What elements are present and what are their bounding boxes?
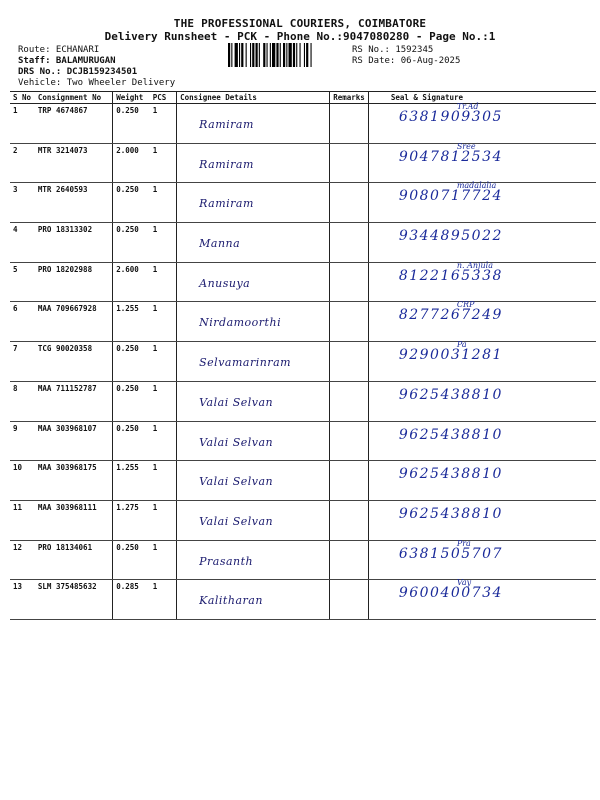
row-weight: 0.285 [113,580,150,620]
col-seal-header: Seal & Signature [368,92,596,104]
row-weight: 0.250 [113,223,150,263]
row-consignment-no: MTR 3214073 [35,143,113,183]
barcode-image [227,43,347,67]
table-row [10,302,596,342]
row-remarks [330,183,369,223]
row-consignment-no: MAA 303968175 [35,461,113,501]
handwritten-consignee-name: Ramiram [199,197,254,211]
row-pcs: 1 [150,223,177,263]
row-weight: 2.000 [113,143,150,183]
handwritten-signature: Sree [456,141,476,151]
handwritten-phone-number: 9625438810 [398,505,503,522]
table-row [10,540,596,580]
row-sno: 11 [10,500,35,540]
handwritten-consignee-name: Manna [199,237,241,251]
row-weight: 0.250 [113,104,150,144]
row-consignee-details [177,183,330,223]
row-weight: 2.600 [113,262,150,302]
row-seal-signature [368,223,596,263]
row-weight: 0.250 [113,540,150,580]
row-seal-signature [368,421,596,461]
table-row [10,262,596,302]
handwritten-phone-number: 9625438810 [398,386,503,403]
row-consignment-no: MTR 2640593 [35,183,113,223]
table-row [10,143,596,183]
col-consignment-header: Consignment No [35,92,113,104]
row-sno: 3 [10,183,35,223]
row-pcs: 1 [150,540,177,580]
handwritten-consignee-name: Valai Selvan [199,395,274,409]
handwritten-consignee-name: Prasanth [199,554,254,568]
row-consignee-details [177,421,330,461]
row-sno: 1 [10,104,35,144]
table-row [10,342,596,382]
handwritten-consignee-name: Ramiram [199,157,254,171]
runsheet-table [10,91,596,620]
row-sno: 4 [10,223,35,263]
row-consignee-details [177,580,330,620]
handwritten-phone-number: 8122165338 [398,267,503,284]
route-label: Route: ECHANARI [18,45,100,55]
handwritten-signature: Vay [456,578,472,588]
row-seal-signature [368,183,596,223]
row-sno: 13 [10,580,35,620]
row-pcs: 1 [150,183,177,223]
col-sno-header: S No [10,92,35,104]
handwritten-consignee-name: Ramiram [199,118,254,131]
staff-label: Staff: BALAMURUGAN [18,56,116,66]
row-sno: 6 [10,302,35,342]
row-seal-signature [368,342,596,382]
row-pcs: 1 [150,580,177,620]
handwritten-phone-number: 9290031281 [398,347,503,364]
handwritten-phone-number: 9625438810 [398,466,503,483]
row-remarks [330,461,369,501]
row-consignment-no: TCG 90020358 [35,342,113,382]
row-weight: 0.250 [113,183,150,223]
handwritten-signature: Tr.Ad [456,102,479,111]
row-consignee-details [177,302,330,342]
vehicle-label: Vehicle: Two Wheeler Delivery [18,78,176,88]
row-seal-signature [368,580,596,620]
row-sno: 2 [10,143,35,183]
drs-number: DRS No.: DCJB159234501 [18,67,138,77]
row-weight: 1.275 [113,500,150,540]
handwritten-phone-number: 8277267249 [398,307,503,324]
row-pcs: 1 [150,342,177,382]
row-consignee-details [177,500,330,540]
row-consignment-no: PRO 18313302 [35,223,113,263]
row-consignment-no: PRO 18134061 [35,540,113,580]
row-remarks [330,104,369,144]
row-remarks [330,342,369,382]
row-seal-signature [368,381,596,421]
row-consignee-details [177,540,330,580]
col-weight-header: Weight [113,92,150,104]
row-pcs: 1 [150,104,177,144]
row-consignee-details [177,104,330,144]
row-pcs: 1 [150,143,177,183]
row-consignment-no: MAA 709667928 [35,302,113,342]
row-remarks [330,381,369,421]
handwritten-consignee-name: Kalitharan [199,594,263,608]
row-sno: 12 [10,540,35,580]
col-consignee-header: Consignee Details [177,92,330,104]
row-consignee-details [177,223,330,263]
table-row [10,381,596,421]
row-seal-signature [368,500,596,540]
handwritten-consignee-name: Valai Selvan [199,514,274,528]
row-seal-signature [368,104,596,144]
handwritten-phone-number: 9600400734 [398,585,503,602]
row-pcs: 1 [150,421,177,461]
row-remarks [330,223,369,263]
handwritten-signature: CRP [456,300,475,310]
table-row [10,223,596,263]
row-seal-signature [368,262,596,302]
row-pcs: 1 [150,461,177,501]
row-pcs: 1 [150,302,177,342]
handwritten-consignee-name: Anusuya [199,276,251,290]
row-consignment-no: MAA 303968107 [35,421,113,461]
row-seal-signature [368,461,596,501]
row-consignee-details [177,262,330,302]
row-consignee-details [177,461,330,501]
table-row [10,461,596,501]
handwritten-consignee-name: Valai Selvan [199,475,274,489]
table-row [10,421,596,461]
table-row [10,580,596,620]
row-remarks [330,540,369,580]
row-sno: 10 [10,461,35,501]
row-remarks [330,500,369,540]
handwritten-phone-number: 9344895022 [398,228,503,245]
handwritten-consignee-name: Selvamarinram [199,356,292,370]
handwritten-consignee-name: Valai Selvan [199,435,274,449]
table-row [10,500,596,540]
handwritten-consignee-name: Nirdamoorthi [199,316,282,330]
table-row [10,104,596,144]
table-header-row [10,92,596,104]
handwritten-signature: n. Anjula [456,260,493,270]
row-weight: 0.250 [113,342,150,382]
table-row [10,183,596,223]
handwritten-phone-number: 6381909305 [398,109,503,125]
row-consignment-no: MAA 303968111 [35,500,113,540]
row-consignee-details [177,342,330,382]
row-seal-signature [368,302,596,342]
rs-number: RS No.: 1592345 [352,45,434,55]
rs-date: RS Date: 06-Aug-2025 [352,56,461,66]
row-weight: 0.250 [113,381,150,421]
handwritten-phone-number: 9047812534 [398,148,503,165]
row-weight: 1.255 [113,302,150,342]
row-consignment-no: TRP 4674867 [35,104,113,144]
handwritten-signature: madalalia [456,181,497,191]
row-seal-signature [368,143,596,183]
row-consignment-no: MAA 711152787 [35,381,113,421]
handwritten-signature: Pra [456,538,471,548]
row-sno: 9 [10,421,35,461]
handwritten-phone-number: 9080717724 [398,188,503,205]
row-sno: 7 [10,342,35,382]
runsheet-subtitle: Delivery Runsheet - PCK - Phone No.:9047080280 - Page No.:1 [104,30,496,43]
handwritten-signature: Pa [456,340,467,350]
row-remarks [330,421,369,461]
row-pcs: 1 [150,381,177,421]
row-weight: 1.255 [113,461,150,501]
row-remarks [330,580,369,620]
row-consignee-details [177,143,330,183]
col-remarks-header: Remarks [330,92,369,104]
row-weight: 0.250 [113,421,150,461]
row-seal-signature [368,540,596,580]
handwritten-phone-number: 6381505707 [398,545,503,562]
row-remarks [330,302,369,342]
row-sno: 8 [10,381,35,421]
row-pcs: 1 [150,500,177,540]
row-remarks [330,262,369,302]
row-consignee-details [177,381,330,421]
company-title: THE PROFESSIONAL COURIERS, COIMBATORE [173,17,427,30]
handwritten-phone-number: 9625438810 [398,426,503,443]
col-pcs-header: PCS [150,92,177,104]
row-consignment-no: SLM 375485632 [35,580,113,620]
row-pcs: 1 [150,262,177,302]
row-remarks [330,143,369,183]
row-consignment-no: PRO 18202988 [35,262,113,302]
row-sno: 5 [10,262,35,302]
